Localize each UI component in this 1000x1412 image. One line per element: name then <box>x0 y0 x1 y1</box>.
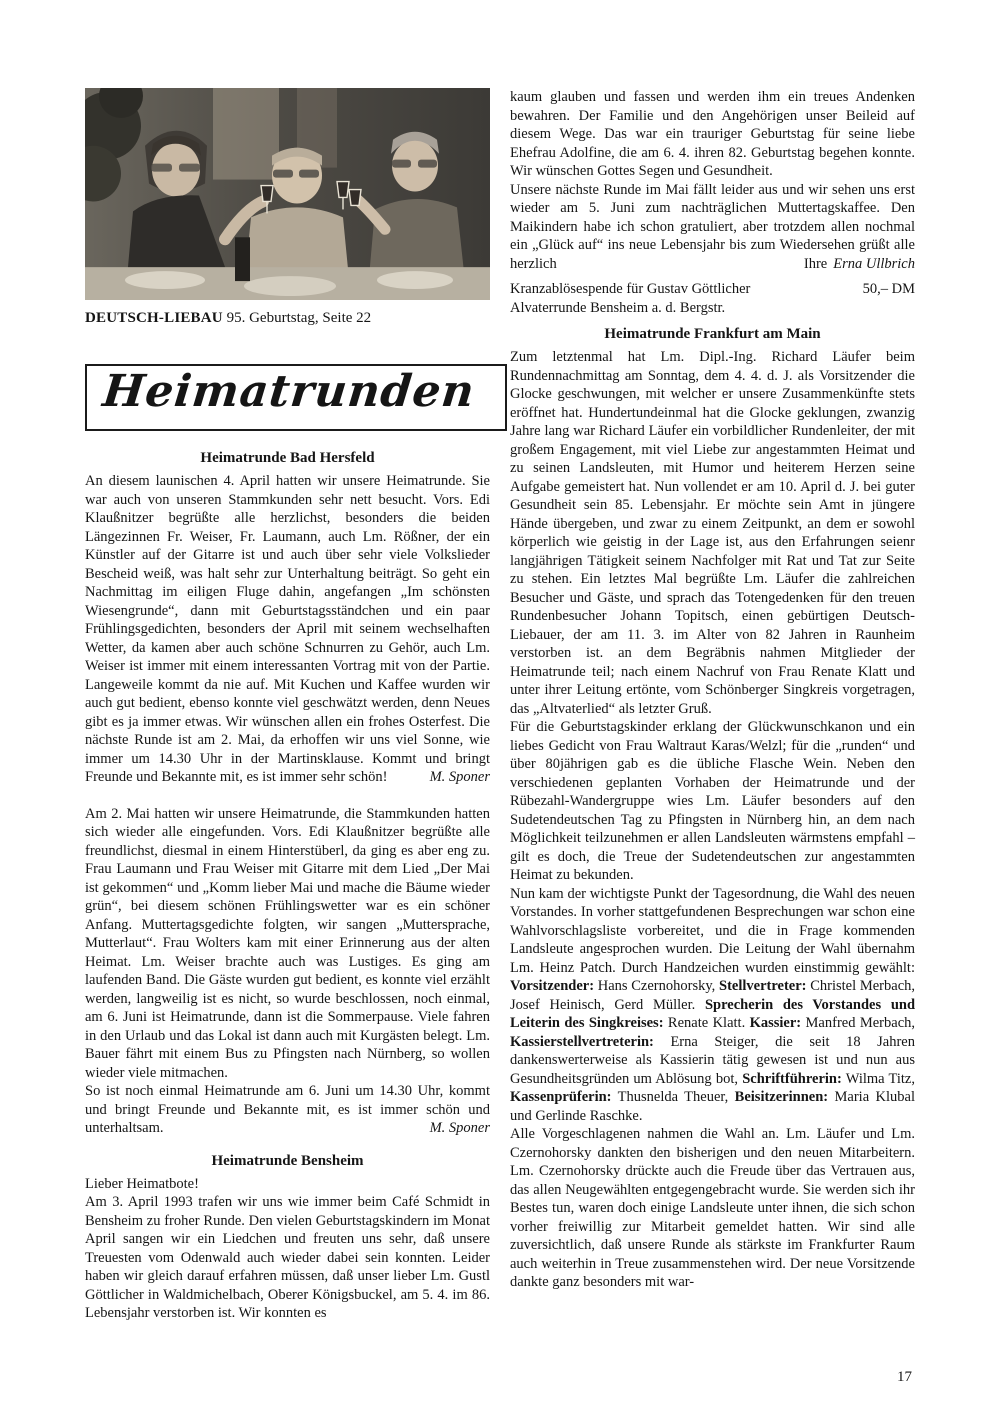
photo-caption-name: DEUTSCH-LIEBAU <box>85 310 223 326</box>
page-number: 17 <box>897 1369 912 1385</box>
section-title-frankfurt: Heimatrunde Frankfurt am Main <box>604 326 821 342</box>
bensheim-paragraph-left: Am 3. April 1993 trafen wir uns wie immer beim Café Schmidt in Bensheim zu froher Runde. Den vielen Geburtstagskindern im Monat April sangen wir ein Liedchen und freuten uns sehr, daß unsere Treuesten vom Odenwald auch wieder dabei sein konnten. Leider haben wir gleich darauf erfahren müssen, daß unser lieber Lm. Gustl Göttlicher in Waldmichelbach, Oberer Königsbuckel, am 5. 4. im 86. Lebensjahr verstorben ist. Wir konnten es <box>85 1194 490 1321</box>
frankfurt-paragraph-1: Zum letztenmal hat Lm. Dipl.-Ing. Richard Läufer beim Rundennachmittag am Sonntag, dem 4. 4. d. J. als Vorsitzender die Glocke geschwungen, mit welcher er unsere Zusammenkünfte stets eröffnet hat. Hundertundeinmal hat die Glocke geklungen, zwanzig Jahre lang war Richard Läufer ein vorbildlicher Rundenleiter, der mit großem Engagement, mit viel Liebe zur angestammten Heimat und zu seinen Landsleuten, mit Humor und heiterem Herzen seine Aufgabe gemeistert hat. Nun vollendet er am 10. April d. J. bei guter Gesundheit sein 85. Lebensjahr. Er möchte sein Amt in jüngere Hände übergeben, und zwar zu einem Zeitpunkt, an dem er sowohl körperlich wie geistig in der Lage ist, aus den Erfahrungen seienr langjährigen Tätigkeit seinem Nachfolger mit Rat und Tat zur Seite zu stehen. Ein letztes Mal begrüßte Lm. Läufer die zahlreichen Besucher und Gäste, und sprach das Totengedenken für den treuen Rundenbesucher Johann Topitsch, einen gebürtigen Deutsch-Liebauer, der am 11. 3. im Alter von 82 Jahren in Raunheim verstorben ist. an dem Begräbnis nahmen Mitglieder der Heimatrunde teil; nach einem Nachruf von Frau Renate Klatt und unter ihrer Leitung ertönte, vom Schönberger Singkreis vorgetragen, das „Altvaterlied“ als letzter Gruß. <box>510 349 915 717</box>
donation-amount: 50,– DM <box>862 281 915 297</box>
hersfeld-paragraph-1 <box>85 472 490 787</box>
heimatrunden-logo <box>85 364 507 431</box>
hersfeld-paragraph-3 <box>85 1082 490 1138</box>
bensheim-salutation: Lieber Heimatbote! <box>85 1175 199 1192</box>
signature-name: Erna Ullbrich <box>833 255 915 272</box>
frankfurt-paragraph-3-election: Nun kam der wichtigste Punkt der Tagesordnung, die Wahl des neuen Vorstandes. In vorher stattgefundenen Besprechungen war schon eine Wahlvorschlagsliste vorbereitet, und die in Frage kommenden Landsleute angesprochen wurden. Die Leitung der Wahl übernahm Lm. Heinz Patch. Durch Handzeichen wurden einstimmig gewählt: Vorsitzender: Hans Czernohorsky, Stellvertreter: Christel Merbach, Josef Heinisch, Gerd Müller. Sprecherin des Vorstandes und Leiterin des Singkreises: Renate Klatt. Kassier: Manfred Merbach, Kassierstellvertreterin: Erna Steiger, die seit 18 Jahren dankenswerterweise als Kassierin tätig gewesen ist und nun aus Gesundheitsgründen um Ablösung bot, Schriftführerin: Wilma Titz, Kassenprüferin: Thusnelda Theuer, Beisitzerinnen: Maria Klubal und Gerlinde Raschke. <box>510 885 916 1124</box>
heimatrunden-logo-text: Heimatrunden <box>100 366 478 417</box>
left-column <box>85 88 490 1323</box>
hersfeld-paragraph-2: Am 2. Mai hatten wir unsere Heimatrunde, die Stammkunden hatten sich wieder alle eingefunden. Vors. Edi Klaußnitzer begrüßte alle freundlichst, diesmal in einem Hinterstüberl, da ging es aber eng zu. Frau Laumann und Frau Weiser mit Gitarre mit dem Lied „Der Mai ist gekommen“ und „Komm lieber Mai und mache die Bäume wieder grün“, bei diesem schönen Frühlingswetter war es ein schöner Anfang. Muttertagsgedichte folgten, wir sangen „Muttersprache, Mutterlaut“. Frau Wolters kam mit einer Erinnerung aus der alten Heimat. Lm. Weiser brachte auch was Lustiges. Es ging am laufenden Band. Die Gäste wurden gut bedient, es konnte viel erzählt werden, langweilig ist es nicht, so wurde beschlossen, noch einmal, am 6. Juni ist Heimatrunde, dann ist die Sommerpause. Viele fahren in den Urlaub und das Lokal ist dann auch mit Kurgästen belegt. Lm. Bauer fährt mit einem Bus zu Pfingsten nach Nürnberg, so wollen wieder viele mitmachen. <box>85 805 490 1081</box>
photo-block <box>85 88 490 328</box>
bensheim-paragraph-right-1: kaum glauben und fassen und werden ihm ein treues Andenken bewahren. Der Familie und den Angehörigen unser Beileid auf diesem Wege. Das war ein trauriger Geburtstag für seine liebe Ehefrau Adolfine, die am 6. 4. ihren 82. Geburtstag begehen konnte. Wir wünschen Gottes Segen und Gesundheit. <box>510 89 915 179</box>
donation-organisation: Alvaterrunde Bensheim a. d. Bergstr. <box>510 299 726 316</box>
frankfurt-paragraph-4: Alle Vorgeschlagenen nahmen die Wahl an. Lm. Läufer und Lm. Czernohorsky dankten den bisherigen und den neuen Mitarbeitern. Lm. Czernohorsky drückte auch die Freude über das Vertrauen aus, das allen Neugewählten entgegengebracht wurde. Sie werden sich ihr Bestes tun, waren doch einige Landsleute unter ihnen, die sich schon vorher freiwillig zur Mitarbeit gemeldet hatten. Wir sind alle zuversichtlich, daß unsere Runde als stärkste im Frankfurter Raum auch weiterhin in Treue zusammenstehen wird. Der neue Vorsitzende dankte ganz besonders mit war- <box>510 1126 915 1290</box>
paragraph-text: Unsere nächste Runde im Mai fällt leider aus und wir sehen uns erst wieder am 5. Juni zum nachträglichen Muttertagskaffee. Den Maikindern habe ich schon gratuliert, aber trotzdem allen nochmal ein „Glück auf“ ins neue Lebensjahr bis zum Wiedersehen grüßt alle herzlich <box>510 181 915 272</box>
photo-image <box>85 88 490 300</box>
section-title-bensheim: Heimatrunde Bensheim <box>211 1152 364 1169</box>
frankfurt-paragraph-2: Für die Geburtstagskinder erklang der Glückwunschkanon und ein liebes Gedicht von Frau Waltraut Karas/Welzl; für die „runden“ und über 80jährigen gab es die übliche Flasche Wein. Neben den verschiedenen geplanten Vorhaben der Heimatrunde und der Rübezahl-Wandergruppe wies Lm. Läufer besonders auf den Sudetendeutschen Tag zu Pfingsten in Nürnberg hin, an dem nach Möglichkeit teilzunehmen er allen Landsleuten wärmstens empfahl – gilt es doch, die Treue der Sudetendeutschen zur angestammten Heimat zu bekunden. <box>510 719 915 883</box>
section-title-bad-hersfeld: Heimatrunde Bad Hersfeld <box>200 450 375 466</box>
signature-sponer-2: M. Sponer <box>429 1120 490 1136</box>
right-column <box>510 88 915 1323</box>
paragraph-text: An diesem launischen 4. April hatten wir unsere Heimatrunde. Sie war auch von unseren Stammkunden sehr nett besucht. Vors. Edi Klaußnitzer begrüßte alle herzlichst, besonders die beiden Längezinnen Fr. Weiser, Fr. Laumann, auch Lm. Rößner, der ein Künstler auf der Gitarre ist und auch über sehr viele Volkslieder Bescheid weiß, was halt sehr zur Unterhaltung beiträgt. So geht ein Nachmittag im eiligen Fluge dahin, angefangen „Im schönsten Wiesengrunde“, dann mit Geburtstagsständchen und ein paar Frühlingsgedichten, besonders der April mit seinem wechselhaften Wetter, da kamen aber auch schöne Schnurren zu Gehör, auch Lm. Weiser ist immer mit einem interessanten Vortrag mit von der Partie. Langeweile kommt da nie auf. Mit Kuchen und Kaffee wurden wir auch gut bedient, ebenso konnte viel geschwätzt werden, denn Neues gibt es ja immer etwas. Wir wünschen allen ein frohes Osterfest. Die nächste Runde ist am 2. Mai, da erhoffen wir uns viel Sonne, wie immer um 14.30 Uhr in der Martinsklause. Kommt und bringt Freunde und Bekannte mit, es ist immer sehr schön! <box>85 473 490 785</box>
paragraph-text: So ist noch einmal Heimatrunde am 6. Juni um 14.30 Uhr, kommt und bringt Freunde und Bekannte mit, es ist immer schön und unterhaltsam. <box>85 1083 490 1136</box>
signature-sponer-1: M. Sponer <box>429 769 490 785</box>
donation-label: Kranzablösespende für Gustav Göttlicher <box>510 281 751 297</box>
photo-caption <box>85 309 490 328</box>
signature-prefix: Ihre <box>803 255 828 272</box>
photo-caption-text: 95. Geburtstag, Seite 22 <box>222 310 372 326</box>
donation-line <box>510 280 915 299</box>
signature-ullbrich <box>792 255 915 274</box>
bensheim-paragraph-right-2 <box>510 181 915 274</box>
